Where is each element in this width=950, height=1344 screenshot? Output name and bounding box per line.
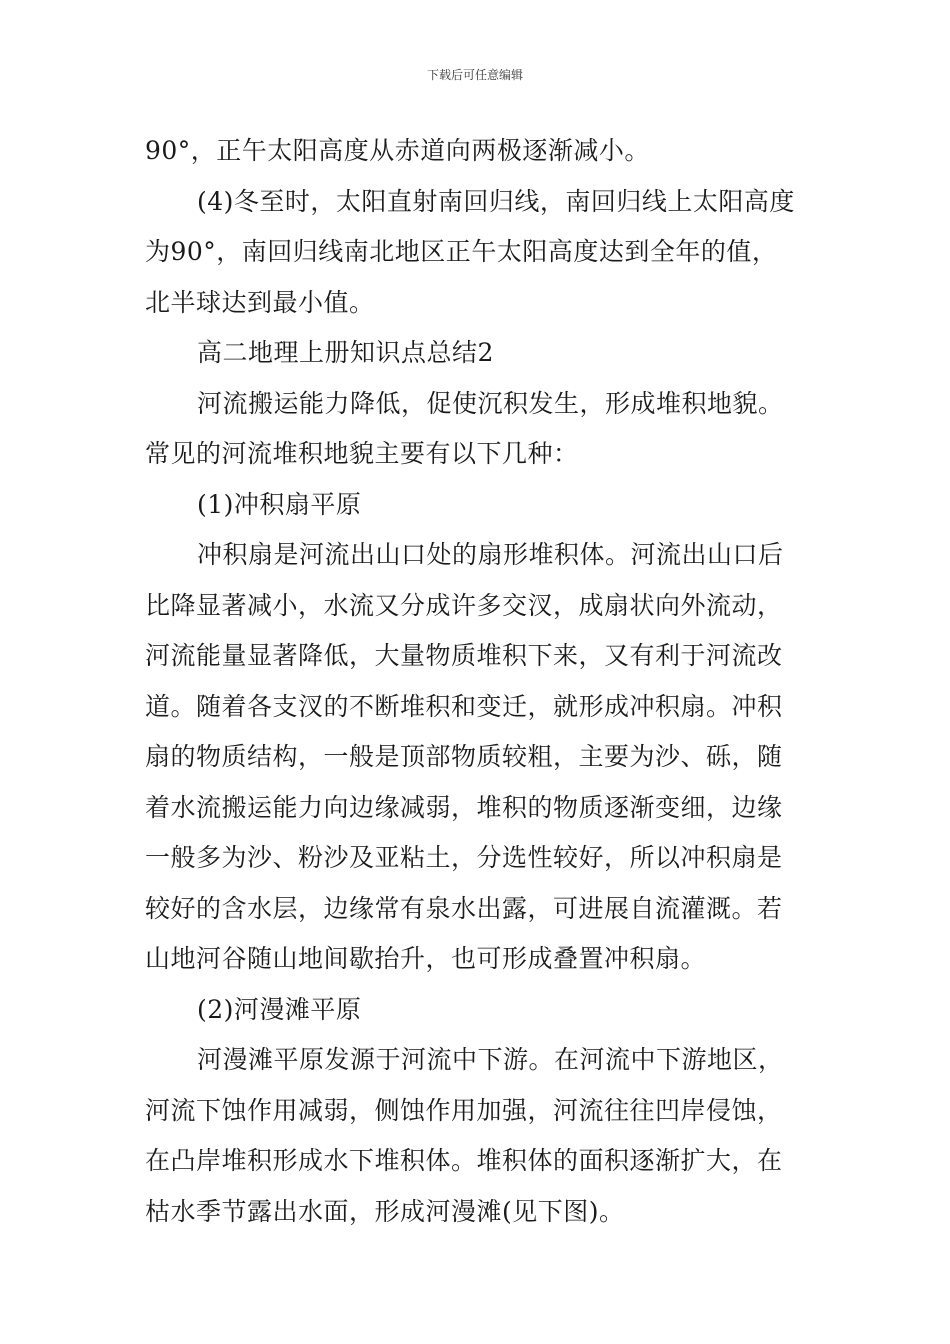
subsection-heading: (2)河漫滩平原	[197, 994, 362, 1024]
page-header: 下载后可任意编辑	[426, 68, 523, 82]
text-line: 冲积扇是河流出山口处的扇形堆积体。河流出山口后	[197, 540, 784, 569]
text-line: 比降显著减小，水流又分成许多交汊，成扇状向外流动，	[145, 590, 783, 620]
text-line: 道。随着各支汊的不断堆积和变迁，就形成冲积扇。冲积	[145, 691, 783, 721]
text-line: 河流下蚀作用减弱，侧蚀作用加强，河流往往凹岸侵蚀，	[145, 1095, 783, 1125]
text-line: 较好的含水层，边缘常有泉水出露，可进展自流灌溉。若	[145, 893, 783, 923]
text-line: 为90°，南回归线南北地区正午太阳高度达到全年的值，	[145, 237, 778, 266]
text-line: 在凸岸堆积形成水下堆积体。堆积体的面积逐渐扩大，在	[145, 1146, 783, 1175]
text-line: (4)冬至时，太阳直射南回归线，南回归线上太阳高度	[197, 186, 795, 216]
text-line: 枯水季节露出水面，形成河漫滩(见下图)。	[145, 1196, 625, 1226]
document-body	[145, 126, 810, 1237]
text-line: 河漫滩平原发源于河流中下游。在河流中下游地区，	[197, 1045, 784, 1074]
text-line: 一般多为沙、粉沙及亚粘土，分选性较好，所以冲积扇是	[145, 843, 783, 872]
text-line: 扇的物质结构，一般是顶部物质较粗，主要为沙、砾，随	[145, 742, 783, 771]
text-line: 着水流搬运能力向边缘减弱，堆积的物质逐渐变细，边缘	[145, 792, 783, 822]
text-line: 山地河谷随山地间歇抬升，也可形成叠置冲积扇。	[145, 944, 707, 973]
text-line: 河流搬运能力降低，促使沉积发生，形成堆积地貌。	[197, 388, 784, 418]
section-heading: 高二地理上册知识点总结2	[197, 338, 494, 367]
subsection-heading: (1)冲积扇平原	[197, 489, 362, 519]
text-line: 河流能量显著降低，大量物质堆积下来，又有利于河流改	[145, 641, 783, 670]
text-line: 常见的河流堆积地貌主要有以下几种：	[145, 439, 579, 468]
text-line: 90°，正午太阳高度从赤道向两极逐渐减小。	[145, 136, 650, 165]
text-line: 北半球达到最小值。	[145, 287, 375, 317]
